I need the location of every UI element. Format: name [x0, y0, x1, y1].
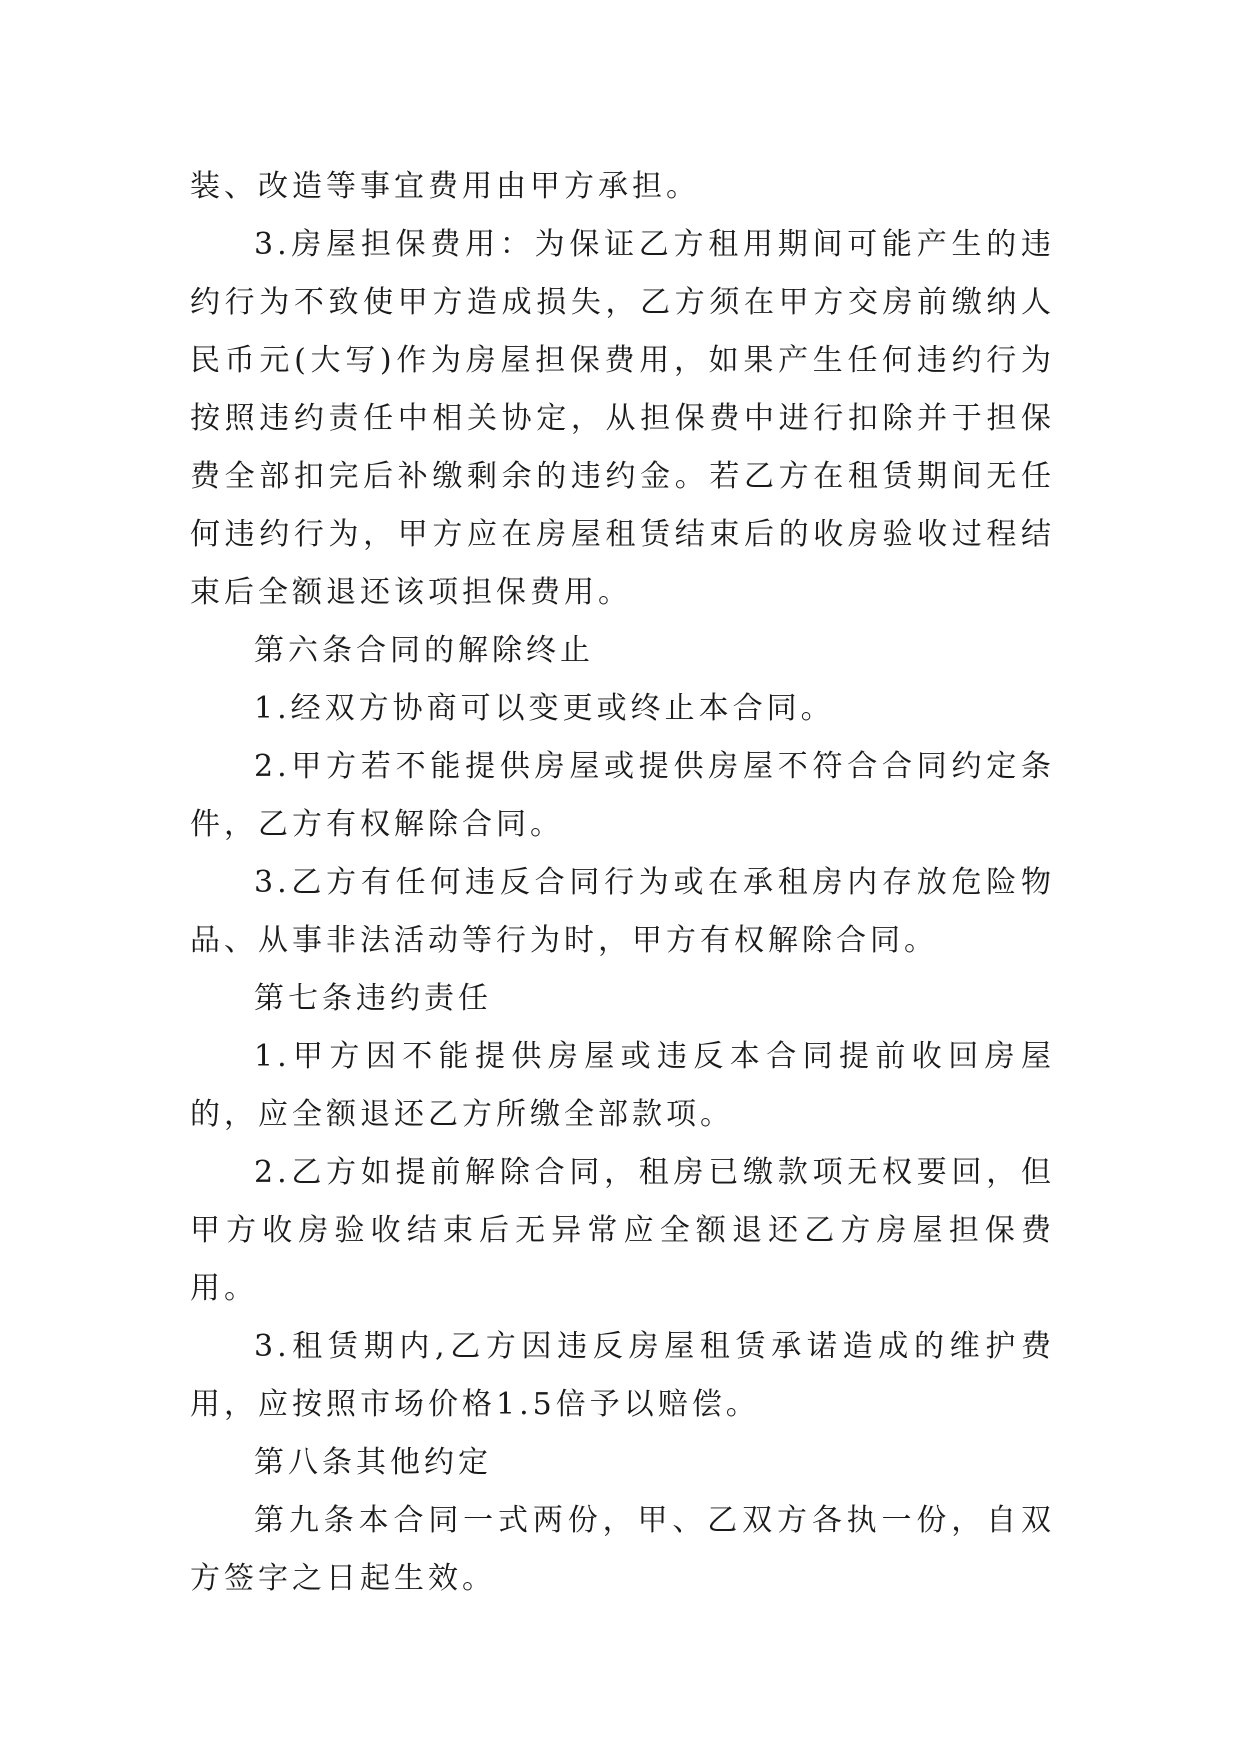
paragraph-6-3: 3.乙方有任何违反合同行为或在承租房内存放危险物品、从事非法活动等行为时，甲方有权解除合同。 [190, 865, 1055, 958]
paragraph-continuation: 装、改造等事宜费用由甲方承担。 [190, 169, 700, 204]
paragraph-7-2: 2.乙方如提前解除合同，租房已缴款项无权要回，但甲方收房验收结束后无异常应全额退还乙方房屋担保费用。 [190, 1155, 1055, 1306]
section-heading-6: 第六条合同的解除终止 [254, 633, 594, 668]
paragraph-9: 第九条本合同一式两份，甲、乙双方各执一份，自双方签字之日起生效。 [190, 1503, 1055, 1596]
paragraph-6-1: 1.经双方协商可以变更或终止本合同。 [254, 691, 835, 726]
section-heading-8: 第八条其他约定 [254, 1445, 492, 1480]
paragraph-guarantee-fee: 3.房屋担保费用：为保证乙方租用期间可能产生的违约行为不致使甲方造成损失，乙方须在甲方交房前缴纳人民币元(大写)作为房屋担保费用，如果产生任何违约行为按照违约责任中相关协定，从担保费中进行扣除并于担保费全部扣完后补缴剩余的违约金。若乙方在租赁期间无任何违约行为，甲方应在房屋租赁结束后的收房验收过程结束后全额退还该项担保费用。 [190, 227, 1055, 610]
paragraph-6-2: 2.甲方若不能提供房屋或提供房屋不符合合同约定条件，乙方有权解除合同。 [190, 749, 1055, 842]
document-body [190, 158, 1055, 1608]
section-heading-7: 第七条违约责任 [254, 981, 492, 1016]
paragraph-7-1: 1.甲方因不能提供房屋或违反本合同提前收回房屋的，应全额退还乙方所缴全部款项。 [190, 1039, 1055, 1132]
paragraph-7-3: 3.租赁期内,乙方因违反房屋租赁承诺造成的维护费用，应按照市场价格1.5倍予以赔偿。 [190, 1329, 1055, 1422]
